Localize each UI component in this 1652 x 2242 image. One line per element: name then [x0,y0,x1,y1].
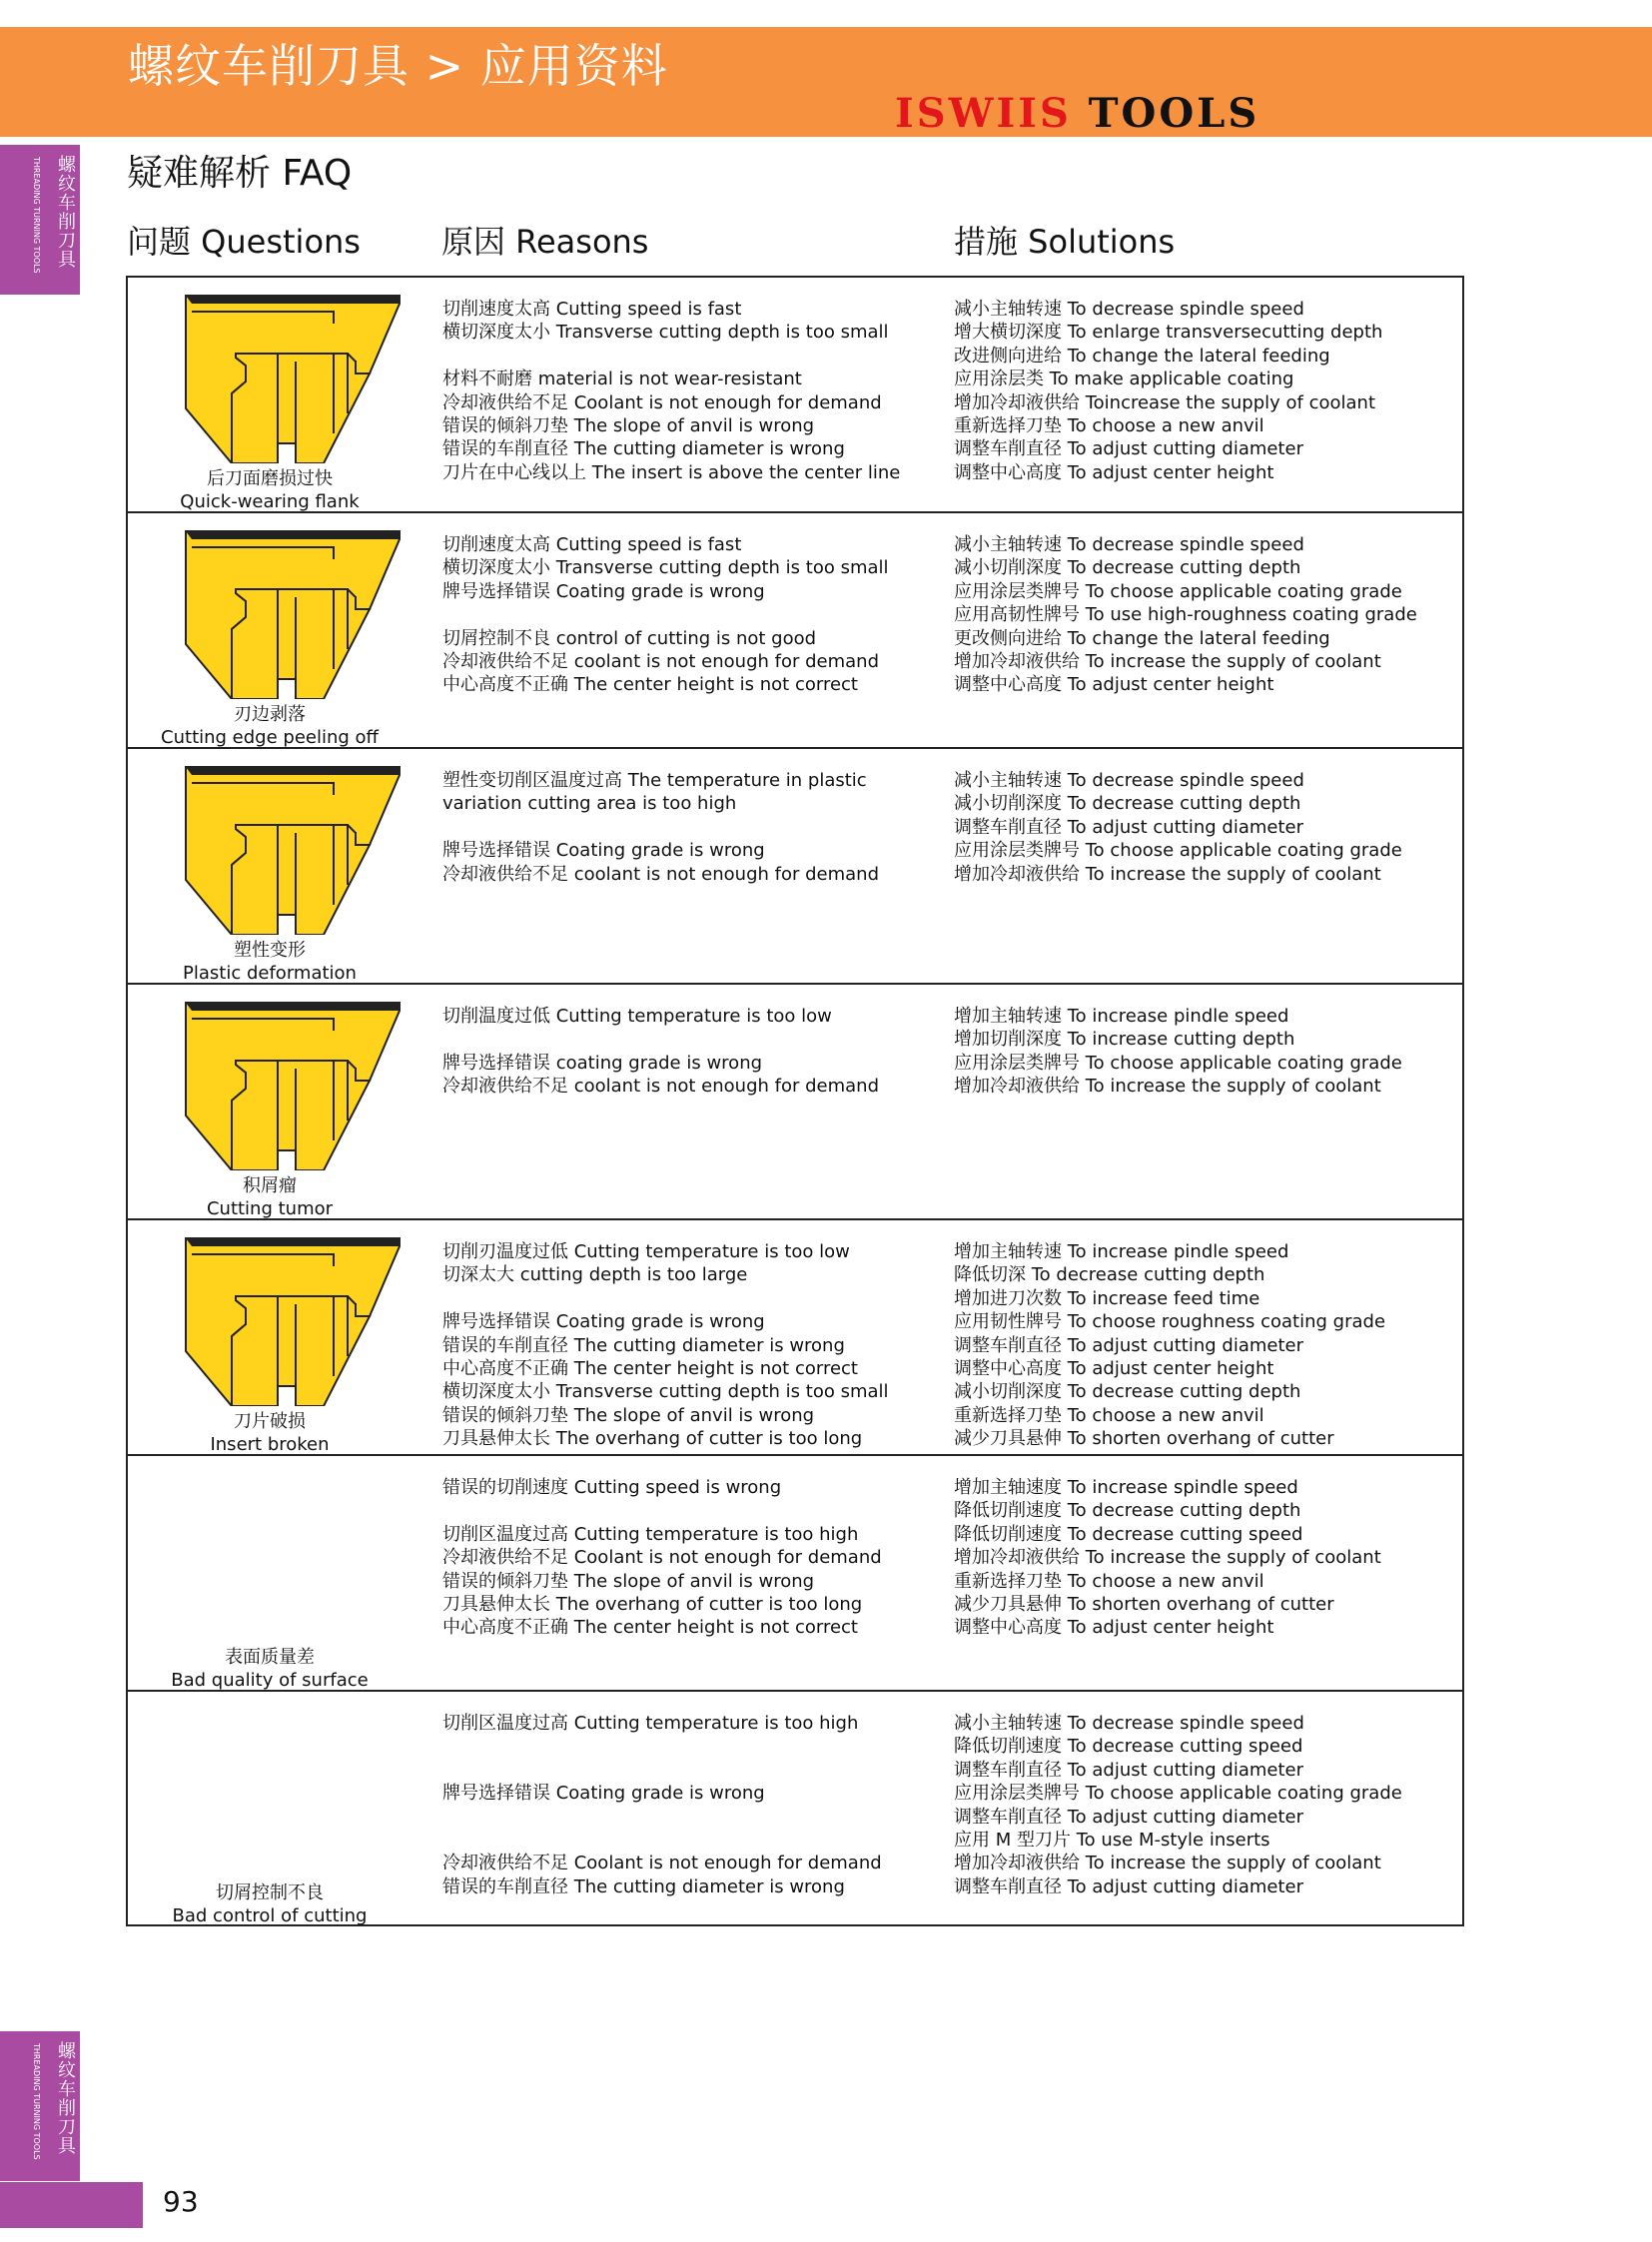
solution-item: 增加冷却液供给 Toincrease the supply of coolant [954,391,1376,413]
solution-item: 调整车削直径 To adjust cutting diameter [954,1334,1303,1356]
row-caption-en: Insert broken [210,1434,330,1455]
solution-item: 减小主轴转速 To decrease spindle speed [954,534,1304,555]
solution-item: 应用 M 型刀片 To use M-style inserts [954,1829,1270,1851]
faq-table [126,276,1464,1926]
brand-logo-black: TOOLS [1071,90,1260,137]
solution-item: 减小主轴转速 To decrease spindle speed [954,299,1304,320]
reason-item: 错误的倾斜刀垫 The slope of anvil is wrong [442,1570,815,1592]
column-header-questions: 问题 Questions [127,223,361,261]
row-caption-cn: 积屑瘤 [243,1175,297,1196]
row-caption [128,703,412,749]
side-tab-label: 螺纹车削刀具 [55,2041,76,2155]
page-number: 93 [163,2185,199,2218]
reason-item: 中心高度不正确 The center height is not correct [442,674,858,696]
reason-item [442,345,942,368]
row-caption-cn: 后刀面磨损过快 [207,468,333,489]
reason-item: 切深太大 cutting depth is too large [442,1264,748,1286]
reason-item: 冷却液供给不足 coolant is not enough for demand [442,863,879,885]
solution-item: 应用涂层类牌号 To choose applicable coating grade [954,580,1402,602]
solution-item: 更改侧向进给 To change the lateral feeding [954,627,1330,649]
faq-row [128,1456,1462,1692]
reason-item [442,1499,942,1522]
reason-item [442,603,942,626]
row-caption-cn: 塑性变形 [234,940,306,961]
reason-item [442,1759,942,1782]
reason-item: 冷却液供给不足 Coolant is not enough for demand [442,1547,882,1569]
solution-item: 降低切削速度 To decrease cutting speed [954,1736,1303,1758]
reason-item: 材料不耐磨 material is not wear-resistant [442,369,802,390]
reason-item: 牌号选择错误 coating grade is wrong [442,1052,763,1074]
row-caption [128,1410,412,1456]
solution-item: 应用涂层类牌号 To choose applicable coating grade [954,1052,1402,1074]
reasons-list [442,1476,942,1640]
reason-item: 错误的倾斜刀垫 The slope of anvil is wrong [442,1404,815,1426]
reasons-list [442,769,942,886]
solution-item: 增加进刀次数 To increase feed time [954,1287,1260,1309]
row-caption-en: Quick-wearing flank [180,491,360,512]
reason-item: 错误的车削直径 The cutting diameter is wrong [442,1334,845,1356]
solution-item: 调整车削直径 To adjust cutting diameter [954,438,1303,460]
row-caption [128,467,412,513]
row-caption-cn: 刃边剥落 [234,704,306,725]
solution-item: 减少刀具悬伸 To shorten overhang of cutter [954,1593,1334,1615]
reason-item: 错误的车削直径 The cutting diameter is wrong [442,1875,845,1897]
solution-item: 增加冷却液供给 To increase the supply of coolant [954,1076,1381,1098]
reason-item: 错误的车削直径 The cutting diameter is wrong [442,438,845,460]
reason-item: 中心高度不正确 The center height is not correct [442,1357,858,1379]
solution-item: 增加主轴速度 To increase spindle speed [954,1477,1298,1498]
row-caption [128,1174,412,1220]
reason-item: 切削速度太高 Cutting speed is fast [442,534,742,555]
solution-item: 应用涂层类 To make applicable coating [954,369,1294,390]
reason-item: 牌号选择错误 Coating grade is wrong [442,840,765,862]
solution-item: 增大横切深度 To enlarge transversecutting depth [954,322,1383,344]
reason-item: 切屑控制不良 control of cutting is not good [442,627,817,649]
flank-wear-icon [184,294,402,463]
reason-item: 切削区温度过高 Cutting temperature is too high [442,1523,859,1545]
faq-title: 疑难解析 FAQ [127,153,353,194]
reason-item: 错误的倾斜刀垫 The slope of anvil is wrong [442,414,815,436]
faq-row [128,985,1462,1220]
solutions-list [954,1712,1458,1898]
solution-item: 增加冷却液供给 To increase the supply of coolant [954,1853,1381,1874]
row-caption-cn: 表面质量差 [225,1647,315,1668]
solutions-list [954,298,1458,484]
solution-item: 减小切削深度 To decrease cutting depth [954,557,1301,579]
side-tab-bottom [0,2031,80,2181]
solution-item: 应用涂层类牌号 To choose applicable coating grade [954,1783,1402,1805]
solutions-list [954,1240,1458,1451]
solution-item: 减小主轴转速 To decrease spindle speed [954,1713,1304,1734]
faq-row [128,1220,1462,1456]
row-caption-en: Cutting tumor [206,1198,334,1219]
reason-item: 牌号选择错误 Coating grade is wrong [442,580,765,602]
reason-item: 中心高度不正确 The center height is not correct [442,1617,858,1639]
solution-item: 减小切削深度 To decrease cutting depth [954,793,1301,815]
solution-item: 减小主轴转速 To decrease spindle speed [954,770,1304,791]
solution-item: 调整车削直径 To adjust cutting diameter [954,1759,1303,1781]
reason-item: 刀具悬伸太长 The overhang of cutter is too long [442,1428,863,1450]
page-title: 螺纹车削刀具 > 应用资料 [128,39,668,93]
reasons-list [442,1712,942,1898]
solution-item: 调整车削直径 To adjust cutting diameter [954,1806,1303,1828]
brand-logo-red: ISWIIS [895,90,1072,137]
reason-item: 刀具悬伸太长 The overhang of cutter is too long [442,1593,863,1615]
solution-item: 增加冷却液供给 To increase the supply of coolant [954,650,1381,672]
solution-item: 重新选择刀垫 To choose a new anvil [954,1404,1264,1426]
reason-item: 冷却液供给不足 Coolant is not enough for demand [442,1853,882,1874]
solution-item: 应用涂层类牌号 To choose applicable coating grade [954,840,1402,862]
reason-item: 横切深度太小 Transverse cutting depth is too small [442,557,889,579]
reason-item: 刀片在中心线以上 The insert is above the center line [442,461,901,483]
page-number-bar [0,2182,143,2228]
plastic-deformation-icon [184,765,402,935]
solution-item: 应用高韧性牌号 To use high-roughness coating grade [954,604,1417,626]
brand-logo [895,90,1259,137]
faq-row [128,1692,1462,1927]
reason-item: 错误的切削速度 Cutting speed is wrong [442,1477,782,1498]
solution-item: 增加主轴转速 To increase pindle speed [954,1006,1289,1027]
solution-item: 重新选择刀垫 To choose a new anvil [954,414,1264,436]
faq-row [128,749,1462,985]
reason-item: variation cutting area is too high [442,793,737,815]
built-up-edge-icon [184,1001,402,1170]
solution-item: 调整车削直径 To adjust cutting diameter [954,816,1303,838]
reason-item [442,1287,942,1310]
row-caption-en: Cutting edge peeling off [161,727,379,748]
faq-row [128,513,1462,749]
reason-item [442,1806,942,1829]
row-caption-cn: 切屑控制不良 [216,1882,324,1903]
solution-item: 增加切削深度 To increase cutting depth [954,1029,1295,1051]
solution-item: 降低切削速度 To decrease cutting depth [954,1500,1301,1522]
reason-item: 横切深度太小 Transverse cutting depth is too small [442,322,889,344]
row-caption-cn: 刀片破损 [234,1411,306,1432]
column-header-reasons: 原因 Reasons [441,223,649,261]
row-caption [128,1646,412,1692]
row-caption-en: Bad control of cutting [172,1905,368,1926]
reason-item: 切削速度太高 Cutting speed is fast [442,299,742,320]
solutions-list [954,533,1458,697]
solution-item: 降低切深 To decrease cutting depth [954,1264,1265,1286]
reason-item: 冷却液供给不足 Coolant is not enough for demand [442,391,882,413]
row-caption-en: Plastic deformation [183,963,357,984]
solution-item: 增加冷却液供给 To increase the supply of coolant [954,1547,1381,1569]
solution-item: 调整中心高度 To adjust center height [954,461,1274,483]
side-tab-label: 螺纹车削刀具 [55,155,76,269]
faq-row [128,278,1462,513]
solutions-list [954,1476,1458,1640]
row-caption [128,939,412,985]
reason-item: 切削区温度过高 Cutting temperature is too high [442,1713,859,1734]
solution-item: 增加冷却液供给 To increase the supply of coolant [954,863,1381,885]
reason-item: 牌号选择错误 Coating grade is wrong [442,1311,765,1333]
solutions-list [954,1005,1458,1099]
solutions-list [954,769,1458,886]
reason-item [442,1028,942,1051]
solution-item: 调整中心高度 To adjust center height [954,1617,1274,1639]
reason-item: 牌号选择错误 Coating grade is wrong [442,1783,765,1805]
reason-item: 横切深度太小 Transverse cutting depth is too small [442,1381,889,1403]
reasons-list [442,1240,942,1451]
solution-item: 降低切削速度 To decrease cutting speed [954,1523,1303,1545]
solution-item: 调整中心高度 To adjust center height [954,1357,1274,1379]
row-caption-en: Bad quality of surface [171,1670,369,1691]
reason-item: 塑性变切削区温度过高 The temperature in plastic [442,770,867,791]
side-tab-sublabel: THREADING TURNING TOOLS [32,2043,41,2160]
reasons-list [442,1005,942,1099]
solution-item: 减少刀具悬伸 To shorten overhang of cutter [954,1428,1334,1450]
reason-item: 冷却液供给不足 coolant is not enough for demand [442,650,879,672]
reasons-list [442,533,942,697]
solution-item: 调整中心高度 To adjust center height [954,674,1274,696]
solution-item: 改进侧向进给 To change the lateral feeding [954,345,1330,367]
side-tab-sublabel: THREADING TURNING TOOLS [32,157,41,274]
reason-item: 切削温度过低 Cutting temperature is too low [442,1006,832,1027]
solution-item: 重新选择刀垫 To choose a new anvil [954,1570,1264,1592]
solution-item: 应用韧性牌号 To choose roughness coating grade [954,1311,1386,1333]
solution-item: 调整车削直径 To adjust cutting diameter [954,1875,1303,1897]
reason-item: 切削刃温度过低 Cutting temperature is too low [442,1241,850,1262]
row-caption [128,1881,412,1927]
side-tab [0,145,80,295]
column-header-solutions: 措施 Solutions [954,223,1176,261]
reason-item [442,1735,942,1758]
edge-peeling-icon [184,529,402,699]
insert-broken-icon [184,1236,402,1406]
reasons-list [442,298,942,484]
solution-item: 增加主轴转速 To increase pindle speed [954,1241,1289,1262]
reason-item: 冷却液供给不足 coolant is not enough for demand [442,1076,879,1098]
reason-item [442,1829,942,1852]
solution-item: 减小切削深度 To decrease cutting depth [954,1381,1301,1403]
reason-item [442,816,942,839]
